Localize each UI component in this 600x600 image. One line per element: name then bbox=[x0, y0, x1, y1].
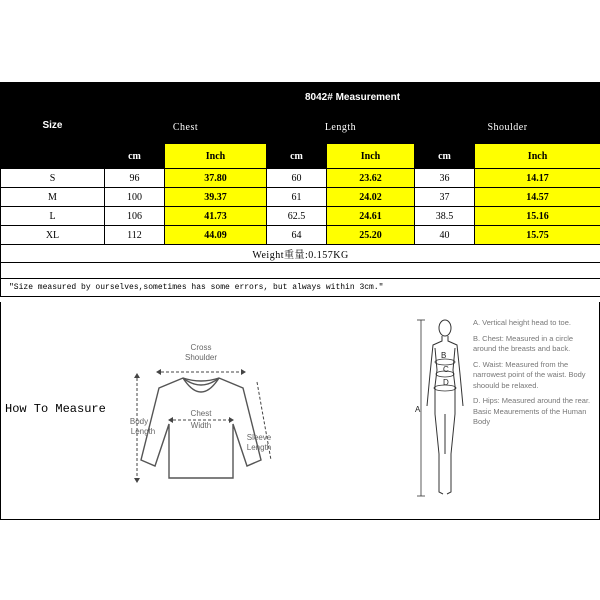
table-cell: 14.57 bbox=[475, 188, 600, 207]
unit-header: cm bbox=[415, 144, 475, 169]
unit-header: cm bbox=[105, 144, 165, 169]
table-cell: 38.5 bbox=[415, 207, 475, 226]
table-cell: 40 bbox=[415, 226, 475, 245]
table-row bbox=[1, 169, 600, 188]
table-cell: 24.61 bbox=[327, 207, 415, 226]
size-cell: S bbox=[1, 169, 105, 188]
how-to-measure-section bbox=[0, 302, 600, 520]
table-row bbox=[1, 207, 600, 226]
table-cell: 106 bbox=[105, 207, 165, 226]
cross-shoulder-label: Shoulder bbox=[184, 353, 218, 362]
chest-width-label: Chest bbox=[190, 409, 212, 418]
table-cell: 64 bbox=[267, 226, 327, 245]
size-cell: M bbox=[1, 188, 105, 207]
note-chest: B. Chest: Measured in a circle around the breasts and back. bbox=[473, 333, 574, 353]
table-cell: 39.37 bbox=[165, 188, 267, 207]
how-to-measure-label: How To Measure bbox=[5, 402, 106, 416]
table-cell: 61 bbox=[267, 188, 327, 207]
sleeve-length-label: Sleeve bbox=[246, 433, 272, 442]
table-cell: 62.5 bbox=[267, 207, 327, 226]
chest-group-header: Chest bbox=[105, 112, 267, 144]
body-outline bbox=[427, 320, 463, 494]
unit-header: cm bbox=[267, 144, 327, 169]
sleeve-length-label: Length bbox=[246, 443, 272, 452]
table-cell: 60 bbox=[267, 169, 327, 188]
table-cell: 15.75 bbox=[475, 226, 600, 245]
table-cell: 36 bbox=[415, 169, 475, 188]
table-cell: 112 bbox=[105, 226, 165, 245]
note-height: A. Vertical height head to toe. bbox=[473, 318, 571, 327]
letter-c: C bbox=[443, 365, 449, 374]
table-cell: 96 bbox=[105, 169, 165, 188]
note-hips: D. Hips: Measured around the rear. Basic Meaurements of the Human Body bbox=[473, 396, 591, 426]
size-cell: L bbox=[1, 207, 105, 226]
size-chart bbox=[0, 82, 600, 520]
note-waist: C. Waist: Measured from the narrowest point of the waist. Body shoould be relaxed. bbox=[473, 359, 586, 390]
table-cell: 14.17 bbox=[475, 169, 600, 188]
table-cell: 37 bbox=[415, 188, 475, 207]
letter-b: B bbox=[441, 351, 447, 360]
table-cell: 41.73 bbox=[165, 207, 267, 226]
table-row bbox=[1, 226, 600, 245]
measurement-notes bbox=[473, 318, 595, 433]
measurement-table bbox=[0, 82, 600, 297]
table-cell: 37.80 bbox=[165, 169, 267, 188]
letter-d: D bbox=[443, 378, 449, 387]
letter-a: A bbox=[415, 405, 421, 414]
table-title: 8042# Measurement bbox=[105, 83, 600, 112]
measurement-note: "Size measured by ourselves,sometimes has some errors, but always within 3cm." bbox=[1, 279, 600, 297]
unit-header: Inch bbox=[475, 144, 600, 169]
unit-header: Inch bbox=[327, 144, 415, 169]
table-cell: 15.16 bbox=[475, 207, 600, 226]
size-cell: XL bbox=[1, 226, 105, 245]
weight-info: Weight重量:0.157KG bbox=[1, 245, 600, 263]
body-length-label: Body bbox=[129, 417, 149, 426]
table-cell: 100 bbox=[105, 188, 165, 207]
table-cell: 25.20 bbox=[327, 226, 415, 245]
size-header: Size bbox=[1, 83, 105, 169]
table-cell: 24.02 bbox=[327, 188, 415, 207]
chest-width-label: Width bbox=[190, 421, 212, 430]
unit-header: Inch bbox=[165, 144, 267, 169]
blank-row bbox=[1, 263, 600, 279]
body-diagram bbox=[413, 314, 473, 514]
table-cell: 44.09 bbox=[165, 226, 267, 245]
shoulder-group-header: Shoulder bbox=[415, 112, 600, 144]
body-length-label: Length bbox=[130, 427, 156, 436]
cross-shoulder-label: Cross bbox=[190, 343, 212, 352]
sweater-diagram bbox=[121, 332, 286, 492]
table-row bbox=[1, 188, 600, 207]
length-group-header: Length bbox=[267, 112, 415, 144]
body-measure-lines bbox=[417, 320, 456, 496]
table-cell: 23.62 bbox=[327, 169, 415, 188]
